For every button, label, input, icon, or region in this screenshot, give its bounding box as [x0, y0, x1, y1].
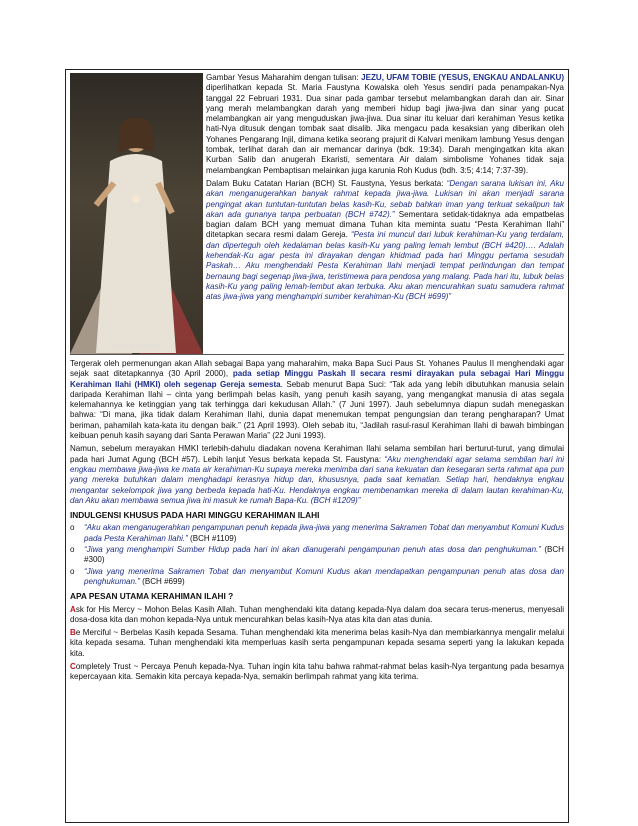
divine-mercy-image — [70, 73, 203, 354]
indulgence-list — [70, 523, 564, 587]
novena-paragraph: Namun, sebelum merayakan HMKI terlebih-dahulu diadakan novena Kerahiman Ilahi selama sembilan hari berturut-turut, yang dimulai pada hari Jumat Agung (BCH #57). Lebih lanjut Yesus berkata kepada St. Faustyna: “Aku menghendaki agar selama sembilan hari ini engkau membawa jiwa-jiwa ke mata air kerahiman-Ku supaya mereka menimba dari sana kekuatan dan kesegaran serta rahmat apa pun yang mereka butuhkan dalam menghadapi kerasnya hidup dan, khususnya, pada saat kematian. Setiap hari, hendaknya engkau mengantar sekelompok jiwa yang berbeda kepada hati-Ku. Hendaknya engkau membenamkan mereka di dalam lautan kerahiman-Ku, dan Aku akan membawa semua jiwa ini masuk ke rumah Bapa-Ku. (BCH #1209)” — [70, 444, 565, 505]
abc-item-ask: Ask for His Mercy ~ Mohon Belas Kasih Allah. Tuhan menghendaki kita datang kepada-Nya dalam doa secara terus-menerus, menyesali dosa-dosa kita dan mohon kepada-Nya untuk mencurahkan belas kasih-Nya atas kita dan atas dunia. — [70, 604, 564, 624]
message-heading: APA PESAN UTAMA KERAHIMAN ILAHI ? — [70, 591, 234, 602]
intro-paragraph: Gambar Yesus Maharahim dengan tulisan: JEZU, UFAM TOBIE (YESUS, ENGKAU ANDALANKU) diperlihatkan kepada St. Maria Faustyna Kowalska oleh Yesus sendiri pada penampakan-Nya tanggal 22 Februari 1931. Dua sinar pada gambar tersebut melambangkan darah dan air. Sinar yang merah melambangkan darah yang memberi hidup bagi jiwa-jiwa dan sinar yang pucat melambangkan air yang menguduskan jiwa-jiwa. Dua sinar itu keluar dari kerahiman Yesus ketika hati-Nya ditusuk dengan tombak saat disalib. Jika mengacu pada kesaksian yang diberikan oleh Yohanes Pengarang Injil, dimana ketika seorang prajurit di Kalvari menikam lambung Yesus dengan tombak, terlihat darah dan air memancar darinya (bdk. 19:34). Darah mengingatkan kita akan Kurban Salib dan anugerah Ekaristi, sementara Air dalam simbolisme Yohanes tidak saja melambangkan Pembaptisan melainkan juga karunia Roh Kudus (bdh. 3:5; 4:14; 7:37-39). — [206, 73, 564, 175]
document-body — [70, 73, 564, 686]
list-item: o “Aku akan menganugerahkan pengampunan penuh kepada jiwa-jiwa yang menerima Sakramen Tobat dan menyambut Komuni Kudus pada Pesta Kerahiman Ilahi.” (BCH #1109) — [70, 523, 564, 543]
abc-item-be-merciful: Be Merciful ~ Berbelas Kasih kepada Sesama. Tuhan menghendaki kita menerima belas kasih-Nya dan membiarkannya mengalir melalui kita kepada sesama. Tuhan menghendaki kita memperluas kasih serta pengampunan kepada sesama seperti yang Ia lakukan kepada kita. — [70, 628, 564, 658]
bch-paragraph: Dalam Buku Catatan Harian (BCH) St. Faustyna, Yesus berkata: “Dengan sarana lukisan ini, Aku akan menganugerahkan banyak rahmat kepada jiwa-jiwa. Lukisan ini akan menjadi sarana pengingat akan tuntutan-tuntutan belas kasih-Ku, sebab bahkan iman yang terkuat sekalipun tak akan ada gunanya tanpa perbuatan (BCH #742).” Sementara setidak-tidaknya ada empatbelas bagian dalam BCH yang memuat dimana Tuhan kita meminta suatu “Pesta Kerahiman Ilahi” ditetapkan secara resmi dalam Gereja. “Pesta ini muncul dari lubuk kerahiman-Ku yang terdalam, dan diperteguh oleh kedalaman belas kasih-Ku yang paling lemah lembut (BCH #420)…. Adalah kehendak-Ku agar pesta ini dirayakan dengan khidmad pada hari Minggu pertama sesudah Paskah… Aku menghendaki Pesta Kerahiman Ilahi menjadi tempat perlindungan dan tempat bernaung bagi segenap jiwa-jiwa, teristimewa para pendosa yang malang. Pada hari itu, lubuk belas kasih-Ku yang paling lemah-lembut akan terbuka. Aku akan mencurahkan suatu samudera rahmat atas jiwa-jiwa yang menghampiri sumber kerahiman-Ku (BCH #699)” — [206, 178, 564, 302]
list-item: o “Jiwa yang menerima Sakramen Tobat dan menyambut Komuni Kudus akan mendapatkan pengampunan penuh atas dosa dan penghukuman.” (BCH #699) — [70, 566, 564, 586]
divider — [70, 354, 564, 355]
quote-742: “Dengan sarana lukisan ini, Aku akan menganugerahkan banyak rahmat kepada jiwa-jiwa. Lukisan ini akan menjadi sarana pengingat akan tuntutan-tuntutan belas kasih-Ku, sebab bahkan iman yang terkuat sekalipun tak akan ada gunanya tanpa perbuatan (BCH #742).” — [206, 178, 564, 219]
image-inscription: JEZU, UFAM TOBIE (YESUS, ENGKAU ANDALANKU) — [361, 73, 564, 82]
document-frame — [65, 69, 569, 823]
abc-item-trust: Completely Trust ~ Percaya Penuh kepada-Nya. Tuhan ingin kita tahu bahwa rahmat-rahmat belas kasih-Nya tergantung pada besarnya kepercayaan kita. Semakin kita percaya kepada-Nya, semakin berlimpah rahmat yang kita terima. — [70, 662, 564, 682]
image-column — [70, 73, 206, 354]
hmki-emphasis: pada setiap Minggu Paskah II secara resmi dirayakan pula sebagai Hari Minggu Kerahiman Ilahi (HMKI) oleh segenap Gereja semesta — [70, 369, 564, 389]
list-item: o “Jiwa yang menghampiri Sumber Hidup pada hari ini akan dianugerahi pengampunan penuh atas dosa dan penghukuman.” (BCH #300) — [70, 545, 564, 565]
quote-1209: “Aku menghendaki agar selama sembilan hari ini engkau membawa jiwa-jiwa ke mata air kerahiman-Ku supaya mereka menimba dari sana kekuatan dan kesegaran serta rahmat apa pun yang mereka butuhkan dalam menghadapi kerasnya hidup dan, khususnya, pada saat kematian. Setiap hari, hendaknya engkau mengantar sekelompok jiwa yang berbeda kepada hati-Ku. Hendaknya engkau membenamkan mereka di dalam lautan kerahiman-Ku, dan Aku akan membawa semua jiwa ini masuk ke rumah Bapa-Ku. (BCH #1209)” — [70, 454, 565, 505]
indulgence-heading: INDULGENSI KHUSUS PADA HARI MINGGU KERAHIMAN ILAHI — [70, 510, 320, 521]
quote-420-699: “Pesta ini muncul dari lubuk kerahiman-Ku yang terdalam, dan diperteguh oleh kedalaman belas kasih-Ku yang paling lemah lembut (BCH #420)…. Adalah kehendak-Ku agar pesta ini dirayakan dengan khidmad pada hari Minggu pertama sesudah Paskah… Aku menghendaki Pesta Kerahiman Ilahi menjadi tempat perlindungan dan tempat bernaung bagi segenap jiwa-jiwa, teristimewa para pendosa yang malang. Pada hari itu, lubuk belas kasih-Ku yang paling lemah-lembut akan terbuka. Aku akan mencurahkan suatu samudera rahmat atas jiwa-jiwa yang menghampiri sumber kerahiman-Ku (BCH #699)” — [206, 230, 564, 302]
jesus-figure-image — [90, 113, 182, 353]
image-caption: JEZU, UFAM TOBIE — [111, 343, 162, 350]
hmki-paragraph: Tergerak oleh permenungan akan Allah sebagai Bapa yang maharahim, maka Bapa Suci Paus St. Yohanes Paulus II menghendaki agar sejak saat ditetapkannya (30 April 2000), pada setiap Minggu Paskah II secara resmi dirayakan pula sebagai Hari Minggu Kerahiman Ilahi (HMKI) oleh segenap Gereja semesta. Sebab menurut Bapa Suci: “Tak ada yang lebih dibutuhkan manusia selain daripada Kerahiman Ilahi – cinta yang berlimpah belas kasih, yang penuh kasih sayang, yang mengangkat manusia di atas segala kelemahannya ke ketinggian yang tak terhingga dari kekudusan Allah.” (7 Juni 1997). Jauh sebelumnya diapun sudah menegaskan bahwa: “Di mana, jika tidak dalam Kerahiman Ilahi, dunia dapat menemukan tempat pengungsian dan terang pengharapan? Umat beriman, pahamilah kata-kata itu dengan baik.” (21 April 1993). Oleh sebab itu, “Jadilah rasul-rasul Kerahiman Ilahi di bawah bimbingan keibuan penuh kasih sayang dari Santa Perawan Maria” (22 Juni 1993). — [70, 359, 564, 441]
